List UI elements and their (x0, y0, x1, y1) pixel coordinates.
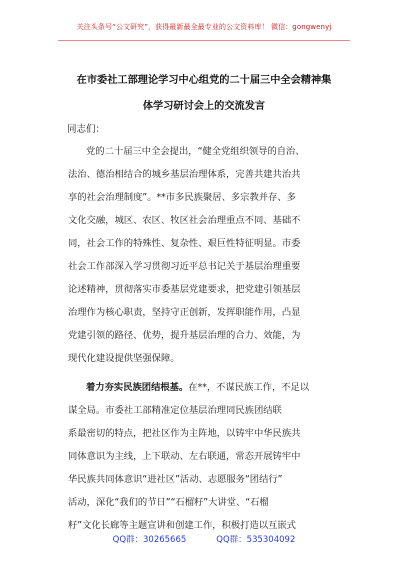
header-banner: 关注头条号“公文研究”，获得最新最全最专业的公文资料库！ 微信：gongwenyj (76, 23, 332, 31)
body-line: 享的社会治理制度”。**市多民族聚居、多宗教并存、多 (68, 192, 296, 203)
body-line: 谋全局。市委社工部精准定位基层治理同民族团结联 (68, 405, 282, 416)
body-line: 党建引领的路径、优势，提升基层治理的合力、效能，为 (68, 330, 301, 341)
body-line: 活动，深化“我们的节日”“石榴籽”大讲堂、“石榴 (68, 497, 269, 508)
paragraph-heading: 着力夯实民族团结根基。 (86, 382, 189, 393)
salutation: 同志们： (67, 124, 106, 135)
body-line: 同，社会工作的特殊性、复杂性、艰巨性特征明显。市委 (68, 238, 301, 249)
document-title-line-1: 在市委社工部理论学习中心组党的二十届三中全会精神集 (76, 75, 332, 86)
body-line: 籽”文化长廊等主题宣讲和创建工作，积极打造以互嵌式 (68, 520, 296, 531)
body-line: 同体意识为主线，上下联动、左右联通，常态开展铸牢中 (68, 451, 301, 462)
footer-qq-group-1: QQ群：30265665 (112, 535, 187, 545)
footer-contact (0, 533, 408, 545)
document-title-line-2: 体学习研讨会上的交流发言 (142, 101, 266, 112)
body-line: 系最密切的特点，把社区作为主阵地，以铸牢中华民族共 (68, 428, 301, 439)
body-line: 党的二十届三中全会提出，“健全党组织领导的自治、 (86, 146, 305, 157)
body-text: 在**，不谋民族工作，不足以 (188, 382, 310, 393)
body-line: 文化交融，城区、农区、牧区社会治理重点不同、基础不 (68, 215, 301, 226)
body-line: 华民族共同体意识“进社区”活动、志愿服务“团结行” (68, 474, 283, 485)
header-divider (58, 40, 350, 41)
footer-qq-group-2: QQ群：535304092 (216, 535, 296, 545)
body-line: 论述精神，贯彻落实市委基层党建要求，把党建引领基层 (68, 284, 301, 295)
body-line: 社会工作部深入学习贯彻习近平总书记关于基层治理重要 (68, 261, 301, 272)
body-line: 法治、德治相结合的城乡基层治理体系，完善共建共治共 (68, 169, 301, 180)
body-line: 治理作为核心职责，坚持守正创新，发挥职能作用，凸显 (68, 307, 301, 318)
body-line (86, 382, 309, 394)
body-line: 现代化建设提供坚强保障。 (68, 353, 180, 364)
